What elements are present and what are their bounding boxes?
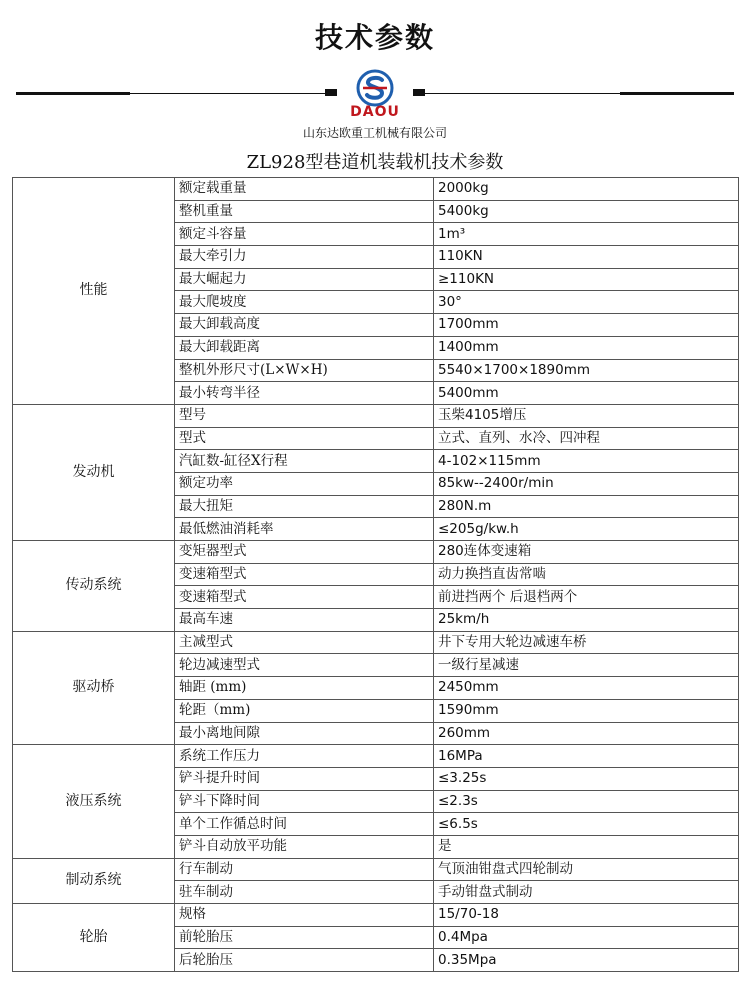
param-cell: 铲斗提升时间 [175,767,434,790]
category-cell: 轮胎 [13,904,175,972]
value-cell: 是 [434,835,739,858]
value-cell: 25km/h [434,609,739,632]
table-row [13,858,739,881]
value-cell: 井下专用大轮边减速车桥 [434,631,739,654]
param-cell: 轮距（mm) [175,699,434,722]
value-cell: 5400mm [434,382,739,405]
value-cell: 280N.m [434,495,739,518]
param-cell: 型式 [175,427,434,450]
param-cell: 变速箱型式 [175,563,434,586]
value-cell: 2450mm [434,677,739,700]
param-cell: 最大崛起力 [175,268,434,291]
table-row [13,541,739,564]
value-cell: 前进挡两个 后退档两个 [434,586,739,609]
param-cell: 最低燃油消耗率 [175,518,434,541]
category-cell: 性能 [13,178,175,405]
value-cell: 气顶油钳盘式四轮制动 [434,858,739,881]
value-cell: 260mm [434,722,739,745]
value-cell: 5540×1700×1890mm [434,359,739,382]
param-cell: 最大扭矩 [175,495,434,518]
param-cell: 最高车速 [175,609,434,632]
value-cell: 手动钳盘式制动 [434,881,739,904]
table-row [13,745,739,768]
param-cell: 驻车制动 [175,881,434,904]
param-cell: 汽缸数-缸径X行程 [175,450,434,473]
page-title: 技术参数 [314,21,435,54]
value-cell: 1m³ [434,223,739,246]
value-cell: ≤205g/kw.h [434,518,739,541]
param-cell: 型号 [175,404,434,427]
table-row [13,178,739,201]
param-cell: 前轮胎压 [175,926,434,949]
param-cell: 行车制动 [175,858,434,881]
category-cell: 传动系统 [13,541,175,632]
company-name: 山东达欧重工机械有限公司 [302,126,447,140]
value-cell: 2000kg [434,178,739,201]
value-cell: 动力换挡直齿常啮 [434,563,739,586]
value-cell: ≤2.3s [434,790,739,813]
value-cell: 立式、直列、水冷、四冲程 [434,427,739,450]
param-cell: 额定斗容量 [175,223,434,246]
value-cell: 0.35Mpa [434,949,739,972]
value-cell: 15/70-18 [434,904,739,927]
param-cell: 整机重量 [175,200,434,223]
value-cell: 30° [434,291,739,314]
value-cell: 85kw--2400r/min [434,472,739,495]
header-rule-left-thick [16,92,130,95]
value-cell: 1700mm [434,314,739,337]
param-cell: 最大卸载距离 [175,336,434,359]
category-cell: 驱动桥 [13,631,175,744]
param-cell: 变速箱型式 [175,586,434,609]
param-cell: 规格 [175,904,434,927]
param-cell: 最大卸载高度 [175,314,434,337]
value-cell: ≤6.5s [434,813,739,836]
value-cell: 110KN [434,246,739,269]
table-row [13,904,739,927]
table-title: ZL928型巷道机装载机技术参数 [246,152,504,173]
param-cell: 额定功率 [175,472,434,495]
value-cell: ≤3.25s [434,767,739,790]
value-cell: 一级行星减速 [434,654,739,677]
value-cell: 1400mm [434,336,739,359]
header-rule-right-thin [420,93,620,94]
param-cell: 铲斗自动放平功能 [175,835,434,858]
table-row [13,631,739,654]
param-cell: 整机外形尺寸(L×W×H) [175,359,434,382]
header-rule-right-thick [620,92,734,95]
header-rule-left-thin [130,93,330,94]
param-cell: 最大爬坡度 [175,291,434,314]
category-cell: 制动系统 [13,858,175,903]
param-cell: 轴距 (mm) [175,677,434,700]
brand-name: DAOU [350,104,400,120]
company-logo-icon [355,68,395,108]
value-cell: 0.4Mpa [434,926,739,949]
param-cell: 变矩器型式 [175,541,434,564]
param-cell: 最小离地间隙 [175,722,434,745]
value-cell: 1590mm [434,699,739,722]
param-cell: 单个工作循总时间 [175,813,434,836]
spec-table-body [13,178,739,972]
param-cell: 轮边减速型式 [175,654,434,677]
param-cell: 后轮胎压 [175,949,434,972]
category-cell: 发动机 [13,404,175,540]
value-cell: 4-102×115mm [434,450,739,473]
table-row [13,404,739,427]
value-cell: ≥110KN [434,268,739,291]
param-cell: 额定载重量 [175,178,434,201]
param-cell: 主减型式 [175,631,434,654]
value-cell: 玉柴4105增压 [434,404,739,427]
header-rule-left-cap [325,89,337,96]
param-cell: 最大牵引力 [175,246,434,269]
param-cell: 铲斗下降时间 [175,790,434,813]
category-cell: 液压系统 [13,745,175,858]
value-cell: 5400kg [434,200,739,223]
param-cell: 最小转弯半径 [175,382,434,405]
param-cell: 系统工作压力 [175,745,434,768]
value-cell: 280连体变速箱 [434,541,739,564]
spec-table [12,177,739,972]
value-cell: 16MPa [434,745,739,768]
